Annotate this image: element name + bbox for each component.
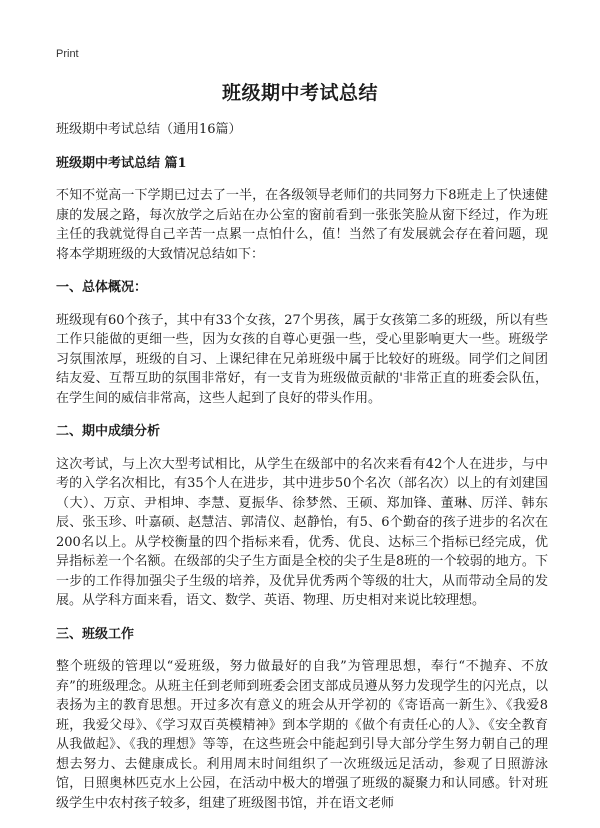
document-title: 班级期中考试总结 — [221, 82, 378, 104]
print-link[interactable]: Print — [56, 48, 79, 60]
intro-paragraph: 不知不觉高一下学期已过去了一半，在各级领导老师们的共同努力下8班走上了快速健康的发展之路，每次放学之后站在办公室的窗前看到一张张笑脸从窗下经过，作为班主任的我就觉得自己辛苦一点累一点怕什么，值！当然了有发展就会存在着问题，现将本学期班级的大致情况总结如下： — [56, 188, 548, 262]
section-heading-overview: 一、总体概况： — [56, 280, 148, 295]
section-paragraph-midterm-analysis: 这次考试，与上次大型考试相比，从学生在级部中的名次来看有42个人在进步，与中考的入学名次相比，有35个人在进步，其中进步50个名次（部名次）以上的有刘建国（大）、万京、尹相坤、李慧、夏振华、徐梦然、王硕、郑加锋、董琳、厉洋、韩东辰、张玉珍、叶嘉硕、赵慧洁、郭清仪、赵静怡，有5、6个勤奋的孩子进步的名次在200名以上。从学校衡量的四个指标来看，优秀、优良、达标三个指标已经完成，优异指标差一个名额。在级部的尖子生方面是全校的尖子生是8班的一个较弱的地方。下一步的工作得加强尖子生级的培养，及优异优秀两个等级的壮大，从而带动全局的发展。从学科方面来看，语文、数学、英语、物理、历史相对来说比较理想。 — [56, 456, 548, 608]
section-paragraph-class-work: 整个班级的管理以“爱班级，努力做最好的自我”为管理思想，奉行“不抛弃、不放弃”的班级理念。从班主任到老师到班委会团支部成员遵从努力发现学生的闪光点，以表扬为主的教育思想。开过多次有意义的班会从开学初的《寄语高一新生》、《我爱8班，我爱父母》、《学习双百英模精神》到本学期的《做个有责任心的人》、《安全教育从我做起》、《我的理想》等等，在这些班会中能起到引导大部分学生努力朝自己的理想去努力、去健康成长。利用周末时间组织了一次班级远足活动，参观了日照游泳馆，日照奥林匹克水上公园，在活动中极大的增强了班级的凝聚力和认同感。针对班级学生中农村孩子较多，组建了班级图书馆，并在语文老师 — [56, 659, 548, 811]
document-subtitle: 班级期中考试总结（通用16篇） — [56, 122, 242, 137]
document-body — [56, 120, 548, 827]
article-heading: 班级期中考试总结 篇1 — [56, 155, 187, 171]
section-heading-midterm-analysis: 二、期中成绩分析 — [56, 424, 161, 439]
section-paragraph-overview: 班级现有60个孩子，其中有33个女孩，27个男孩，属于女孩第二多的班级，所以有些工作只能做的更细一些，因为女孩的自尊心更强一些，受心里影响更大一些。班级学习氛围浓厚，班级的自习、上课纪律在兄弟班级中属于比较好的班级。同学们之间团结友爱、互帮互助的氛围非常好，有一支肯为班级做贡献的'非常正直的班委会队伍，在学生间的威信非常高，这些人起到了良好的带头作用。 — [56, 312, 548, 406]
section-heading-class-work: 三、班级工作 — [56, 626, 135, 642]
